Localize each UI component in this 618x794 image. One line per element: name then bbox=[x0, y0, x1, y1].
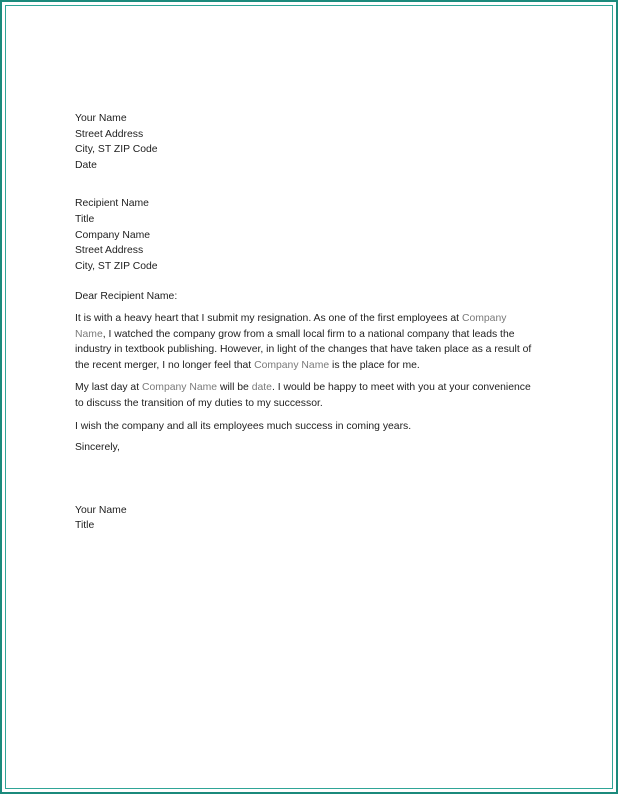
body-paragraph-2 bbox=[75, 380, 555, 411]
text-run: is the place for me. bbox=[329, 359, 420, 371]
paragraph-1-line-4 bbox=[75, 358, 555, 374]
company-name-placeholder: Company Name bbox=[142, 382, 218, 394]
paragraph-2-line-1 bbox=[75, 380, 555, 396]
salutation: Dear Recipient Name: bbox=[75, 291, 178, 303]
company-name-placeholder: Name bbox=[75, 328, 103, 340]
signature-title: Title bbox=[75, 520, 95, 532]
recipient-name: Recipient Name bbox=[75, 198, 149, 210]
text-run: , I watched the company grow from a small local firm to a national company that leads the bbox=[102, 328, 515, 340]
sender-name: Your Name bbox=[75, 113, 127, 124]
resignation-letter bbox=[75, 111, 555, 534]
signature-block bbox=[75, 503, 555, 534]
recipient-address-block bbox=[75, 196, 555, 274]
company-name-placeholder: Company Name bbox=[254, 359, 330, 371]
recipient-company: Company Name bbox=[75, 229, 151, 241]
recipient-city: City, ST ZIP Code bbox=[75, 260, 158, 272]
paragraph-1-line-3: industry in textbook publishing. However, in light of the changes that have taken place as a result of bbox=[75, 344, 532, 356]
text-run: . I would be happy to meet with you at your convenience bbox=[271, 382, 531, 394]
recipient-street: Street Address bbox=[75, 245, 144, 257]
sender-date: Date bbox=[75, 159, 97, 171]
company-name-placeholder: Company bbox=[461, 312, 507, 324]
text-run: My last day at bbox=[75, 382, 142, 394]
closing: Sincerely, bbox=[75, 442, 120, 454]
body-paragraph-1 bbox=[75, 311, 555, 373]
paragraph-2-line-2: to discuss the transition of my duties to my successor. bbox=[75, 397, 323, 409]
body-paragraph-3: I wish the company and all its employees much success in coming years. bbox=[75, 420, 412, 432]
signature-name: Your Name bbox=[75, 504, 127, 516]
sender-street: Street Address bbox=[75, 128, 144, 140]
paragraph-1-line-1 bbox=[75, 311, 555, 327]
sender-city: City, ST ZIP Code bbox=[75, 144, 158, 156]
recipient-title: Title bbox=[75, 213, 95, 225]
paragraph-1-line-2 bbox=[75, 327, 555, 343]
sender-address-block bbox=[75, 111, 555, 173]
date-placeholder: date bbox=[251, 382, 272, 394]
text-run: It is with a heavy heart that I submit my resignation. As one of the first employees at bbox=[75, 312, 462, 324]
text-run: will be bbox=[217, 382, 252, 394]
text-run: the recent merger, I no longer feel that bbox=[75, 359, 255, 371]
